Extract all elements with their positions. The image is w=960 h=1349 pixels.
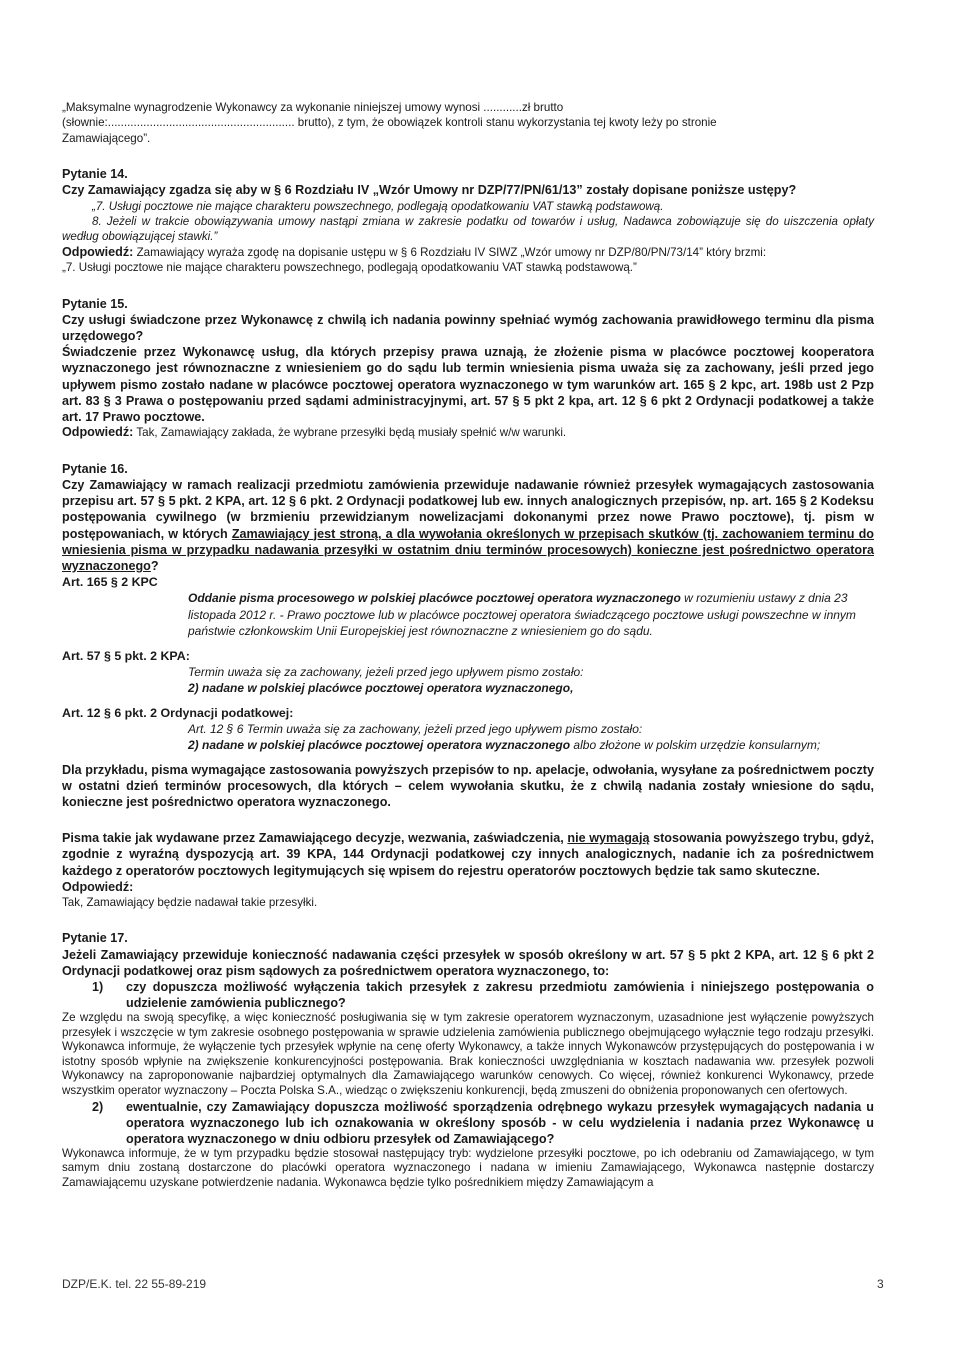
footer-contact: DZP/E.K. tel. 22 55-89-219 — [62, 1277, 207, 1291]
answer-text: Tak, Zamawiający zakłada, że wybrane przesyłki będą musiały spełnić w/w warunki. — [133, 426, 567, 440]
question-16-text — [62, 477, 874, 574]
page-number: 3 — [877, 1277, 884, 1291]
art-165-quote — [62, 590, 874, 640]
question-16-example: Dla przykładu, pisma wymagające zastosowania powyższych przepisów to np. apelacje, odwołania, wysyłane za pośrednictwem poczty w ostatni dzień terminów procesowych, dla których – celem wywołania skutku, że z chwilą nadania zostały wniesione do sądu, konieczne jest pośrednictwo operatora wyznaczonego. — [62, 762, 874, 810]
document-page — [62, 100, 874, 1190]
art-165-heading: Art. 165 § 2 KPC — [62, 575, 158, 590]
question-17-item-2 — [62, 1099, 874, 1147]
question-14-item-7: „7. Usługi pocztowe nie mające charakteru powszechnego, podlegają opodatkowaniu VAT stawką podstawową. — [92, 199, 664, 213]
question-14-item-8: 8. Jeżeli w trakcie obowiązywania umowy nastąpi zmiana w zakresie podatku od towarów i usług, Nadawca zobowiązuje się do uiszczenia opłaty według obowiązującej stawki.” — [62, 215, 874, 244]
art-57-heading: Art. 57 § 5 pkt. 2 KPA: — [62, 648, 190, 663]
letters-text-a: Pisma takie jak wydawane przez Zamawiającego decyzje, wezwania, zaświadczenia, — [62, 831, 568, 846]
question-16-heading: Pytanie 16. — [62, 461, 128, 476]
art-57-line-2-bold: 2) nadane w polskiej placówce pocztowej operatora wyznaczonego, — [188, 681, 574, 696]
intro-paragraph — [62, 100, 874, 146]
item-text: czy dopuszcza możliwość wyłączenia takich przesyłek z zakresu przedmiotu zamówienia i niniejszego postępowania o udzielenie zamówienia publicznego? — [126, 980, 874, 1011]
art-57-line-2 — [62, 680, 874, 697]
question-17-item-1 — [62, 979, 874, 1011]
item-number: 2) — [92, 1099, 104, 1114]
question-14-heading: Pytanie 14. — [62, 167, 128, 182]
answer-text: Zamawiający wyraża zgodę na dopisanie ustępu w § 6 Rozdziału IV SIWZ „Wzór umowy nr DZP/80/PN/73/14” który brzmi: — [133, 245, 767, 259]
question-15-heading: Pytanie 15. — [62, 296, 128, 311]
question-14-answer-quote: „7. Usługi pocztowe nie mające charakteru powszechnego, podlegają opodatkowaniu VAT stawką podstawową.” — [62, 261, 637, 275]
art-165-bold: Oddanie pisma procesowego w polskiej placówce pocztowej operatora wyznaczonego — [188, 591, 681, 606]
question-17-item-2-answer: Wykonawca informuje, że w tym przypadku będzie stosował następujący tryb: wydzielone przesyłki pocztowe, po ich odebraniu od Zamawiającego, w tym samym dniu zostaną dostarczone do placówki operatora wyznaczonego i nadana w imieniu Zamawiającego, Wykonawca następnie dostarczy Zamawiającemu uzyskane potwierdzenie nadania. Wykonawca będzie tylko pośrednikiem między Zamawiającym a — [62, 1146, 874, 1189]
art-12-line-1: Art. 12 § 6 Termin uważa się za zachowany, jeżeli przed jego upływem pismo zostało: — [188, 721, 643, 736]
question-17-item-1-answer: Ze względu na swoją specyfikę, a więc konieczność posługiwania się w tym zakresie operatorem wyznaczonym, uzasadnione jest wyłączenie powyższych przesyłek i wszczęcie w tym zakresie osobnego postępowania w sprawie udzielenia zamówienia publicznego obejmującego wyłącznie tego rodzaju przesyłki. Wykonawca informuje, że wyłączenie tych przesyłek wpłynie na cenę oferty Wykonawcy, a także innych Wykonawców przystępujących do postępowania i w istotny sposób wpłynie na zwiększenie konkurencyjności postępowania. Brak konieczności uwzględniania w kosztach nadawania ww. przesyłek pozwoli Wykonawcy na zaproponowanie najbardziej optymalnych dla Zamawiającego warunków cenowych. Co więcej, również konkurenci Wykonawcy, przede wszystkim operator wyznaczony – Poczta Polska S.A., wiedząc o zwiększeniu konkurencji, będą zmuszeni do obniżenia proponowanych cen ofertowych. — [62, 1011, 874, 1098]
question-16-text-a: Czy Zamawiający w ramach realizacji przedmiotu zamówienia przewiduje nadawanie również przesyłek wymagających zastosowania przepisu art. 57 § 5 pkt. 2 KPA, art. 12 § 6 pkt. 2 Ordynacji podatkowej lub ew. innych analogicznych przepisów, np. art. 165 § 2 Kodeksu postępowania cywilnego (w brzmieniu przewidzianym nowelizacjami dokonanymi przez nowe Prawo pocztowe), tj. pism w postępowaniach, w których — [62, 477, 874, 541]
letters-highlight: nie wymagają — [567, 831, 650, 846]
question-15-answer — [62, 425, 874, 440]
item-number: 1) — [92, 980, 104, 995]
intro-line: Zamawiającego”. — [62, 131, 151, 145]
intro-line: (słownie:.......................................................... brutto), z tym, że obowiązek kontroli stanu wykorzystania tej kwoty leży po stronie — [62, 116, 717, 130]
item-text: ewentualnie, czy Zamawiający dopuszcza możliwość sporządzenia odrębnego wykazu przesyłek wymagających nadania u operatora wyznaczonego lub ich oznakowania w określony sposób - w celu wydzielenia i nadania przez Wykonawcę u operatora wyznaczonego w dniu odbioru przesyłek od Zamawiającego? — [126, 1099, 874, 1146]
question-16-letters — [62, 830, 874, 879]
question-16-highlight: Zamawiający jest stroną, a dla wywołania określonych w przepisach skutków (tj. zachowaniem terminu do wniesienia pisma w przypadku nadawania przesyłki w ostatnim dniu terminów procesowych) konieczne jest pośrednictwo operatora wyznaczonego — [62, 526, 874, 573]
art-12-line-2-rest: albo złożone w polskim urzędzie konsularnym; — [570, 738, 821, 753]
letters-text-b: stosowania powyższego trybu, gdyż, zgodnie z wyraźną dyspozycją art. 39 KPA, 144 Ordynacji podatkowej czy innych analogicznych, nadanie ich za pośrednictwem każdego z operatorów pocztowych legitymujących się wpisem do rejestru operatorów pocztowych będzie tak samo skuteczne. — [62, 831, 874, 878]
art-165-rest: w rozumieniu ustawy z dnia 23 listopada 2012 r. - Prawo pocztowe lub w placówce pocztowej operatora świadczącego pocztowe usługi powszechne w innym państwie członkowskim Unii Europejskiej jest równoznaczne z wniesieniem go do sądu. — [188, 591, 856, 639]
question-17-intro: Jeżeli Zamawiający przewiduje konieczność nadawania części przesyłek w sposób określony w art. 57 § 5 pkt 2 KPA, art. 12 § 6 pkt 2 Ordynacji podatkowej oraz pism sądowych za pośrednictwem operatora wyznaczonego, to: — [62, 947, 874, 978]
question-15-text: Czy usługi świadczone przez Wykonawcę z chwilą ich nadania powinny spełniać wymóg zachowania prawidłowego terminu dla pisma urzędowego? — [62, 312, 874, 344]
question-15-body: Świadczenie przez Wykonawcę usług, dla których przepisy prawa uznają, że złożenie pisma w placówce pocztowej kooperatora wyznaczonego jest równoznaczne z wniesieniem go do sądu lub termin wniesienia pisma uważa się za zachowany, jeśli przed jego upływem pismo zostało nadane w placówce pocztowej operatora wyznaczonego w tym warunków art. 165 § 2 kpc, art. 198b ust 2 Pzp art. 83 § 3 Prawa o postępowaniu przed sądami administracyjnymi, art. 57 § 5 pkt 2 kpa, art. 12 § 6 pkt 2 Ordynacji podatkowej a także art. 17 Prawo pocztowe. — [62, 345, 874, 425]
question-14-answer — [62, 245, 874, 260]
question-17-heading: Pytanie 17. — [62, 931, 128, 946]
art-12-line-2-bold: 2) nadane w polskiej placówce pocztowej operatora wyznaczonego — [188, 738, 571, 753]
question-16-answer-label: Odpowiedź: — [62, 879, 134, 894]
question-16-answer-text: Tak, Zamawiający będzie nadawał takie przesyłki. — [62, 896, 318, 910]
art-12-line-2 — [62, 737, 874, 754]
question-14-text: Czy Zamawiający zgadza się aby w § 6 Rozdziału IV „Wzór Umowy nr DZP/77/PN/61/13” zostały dopisane poniższe ustępy? — [62, 183, 797, 198]
answer-label: Odpowiedź: — [62, 244, 134, 259]
question-16-text-end: ? — [150, 558, 159, 573]
intro-line: „Maksymalne wynagrodzenie Wykonawcy za wykonanie niniejszej umowy wynosi ............zł brutto — [62, 101, 564, 114]
art-57-line-1: Termin uważa się za zachowany, jeżeli przed jego upływem pismo zostało: — [188, 664, 584, 679]
art-12-heading: Art. 12 § 6 pkt. 2 Ordynacji podatkowej: — [62, 705, 294, 720]
answer-label: Odpowiedź: — [62, 425, 134, 440]
